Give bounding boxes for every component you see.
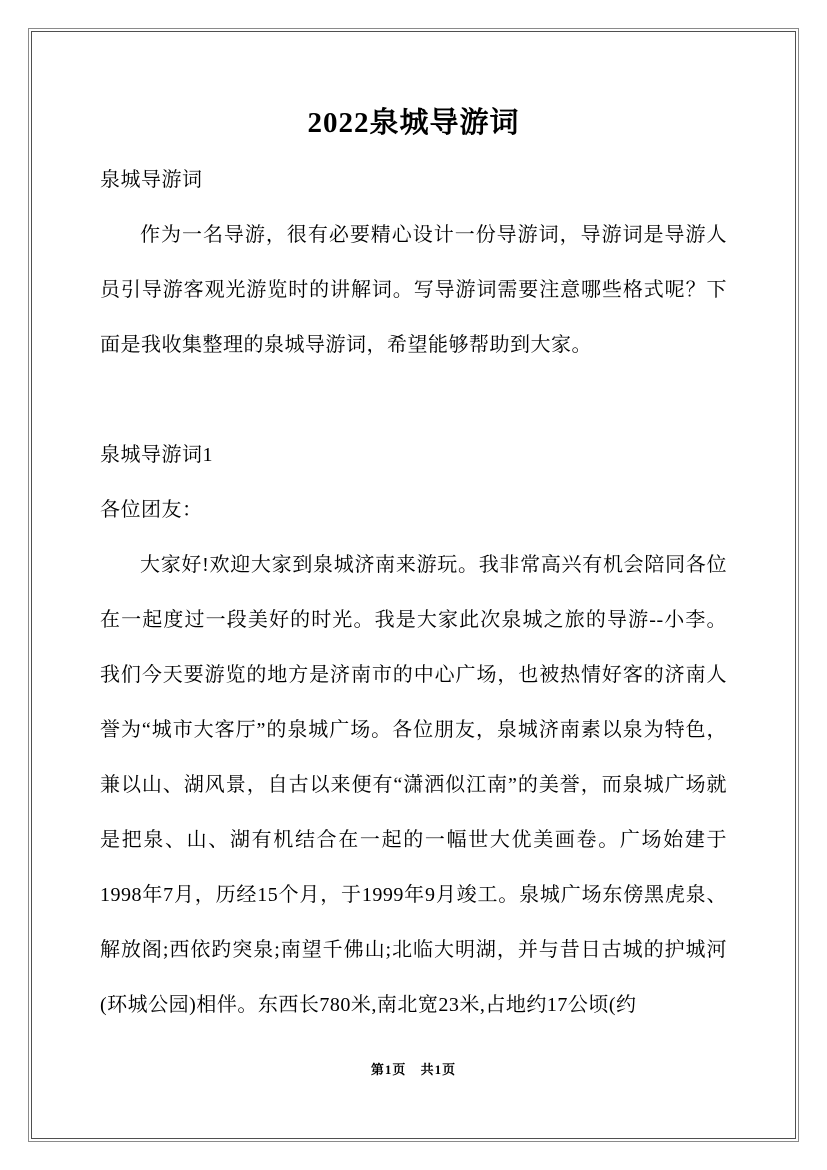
paragraph-salutation: 各位团友：	[100, 499, 203, 521]
footer-total-pages: 共1页	[420, 1062, 457, 1077]
paragraph-section-heading: 泉城导游词1	[100, 444, 213, 466]
blank-line	[100, 373, 727, 428]
page-border-inner	[31, 31, 796, 1139]
paragraph-intro: 作为一名导游，很有必要精心设计一份导游词，导游词是导游人员引导游客观光游览时的讲解词。写导游词需要注意哪些格式呢？下面是我收集整理的泉城导游词，希望能够帮助到大家。	[100, 224, 727, 356]
document-title: 2022泉城导游词	[307, 107, 520, 139]
paragraph-subtitle: 泉城导游词	[100, 169, 203, 191]
document-content	[100, 32, 727, 1138]
footer-current-page: 第1页	[370, 1062, 407, 1077]
page-border-outer	[28, 28, 799, 1142]
page-footer	[32, 1059, 795, 1078]
paragraph-body: 大家好!欢迎大家到泉城济南来游玩。我非常高兴有机会陪同各位在一起度过一段美好的时光。我是大家此次泉城之旅的导游--小李。我们今天要游览的地方是济南市的中心广场，也被热情好客的济南人誉为“城市大客厅”的泉城广场。各位朋友，泉城济南素以泉为特色，兼以山、湖风景，自古以来便有“潇洒似江南”的美誉，而泉城广场就是把泉、山、湖有机结合在一起的一幅世大优美画卷。广场始建于1998年7月，历经15个月，于1999年9月竣工。泉城广场东傍黑虎泉、解放阁;西依趵突泉;南望千佛山;北临大明湖，并与昔日古城的护城河(环城公园)相伴。东西长780米,南北宽23米,占地约17公顷(约	[100, 554, 727, 1016]
